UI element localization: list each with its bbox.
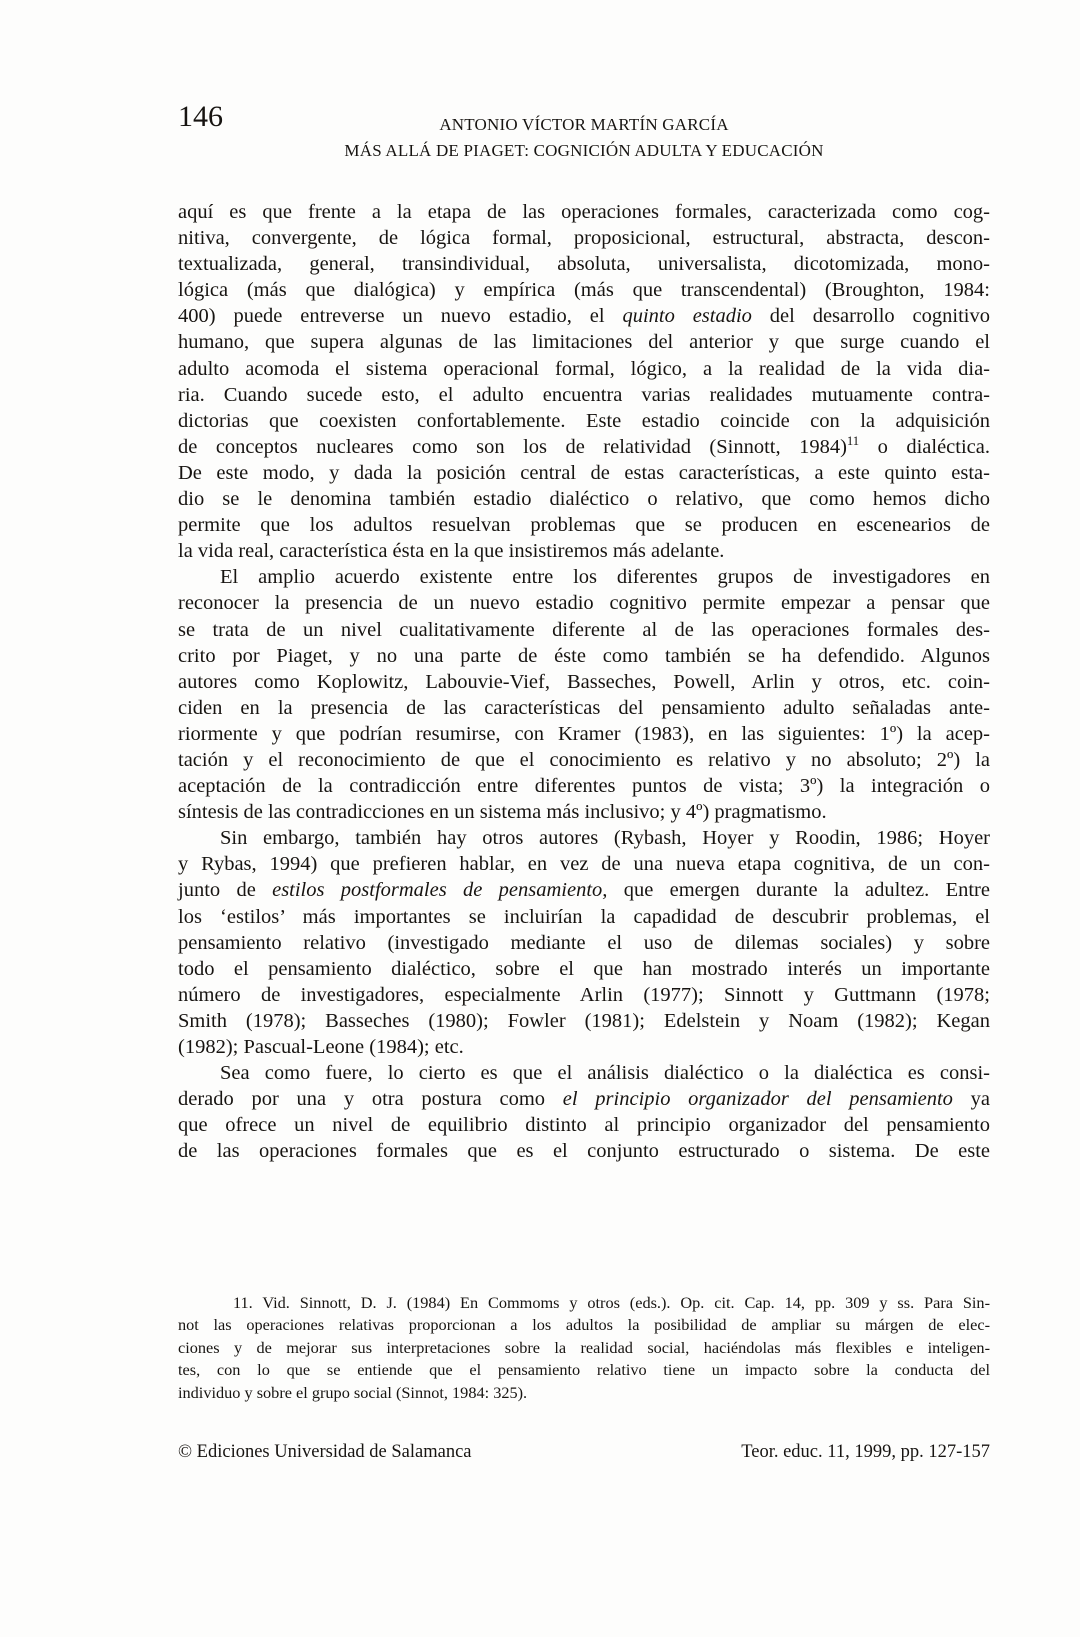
footnote [178, 1292, 990, 1404]
page-number: 146 [178, 100, 223, 133]
text-line: Smith (1978); Basseches (1980); Fowler (1981); Edelstein y Noam (1982); Kegan [178, 1009, 990, 1032]
paragraph [178, 1060, 990, 1164]
text-line: reconocer la presencia de un nuevo estadio cognitivo permite empezar a pensar que [178, 592, 990, 615]
text-line: nitiva, convergente, de lógica formal, proposicional, estructural, abstracta, descon- [178, 227, 990, 250]
text-line: aquí es que frente a la etapa de las operaciones formales, caracterizada como cog- [178, 201, 990, 223]
text-line: crito por Piaget, y no una parte de éste como también se ha defendido. Algunos [178, 644, 990, 667]
text-line: número de investigadores, especialmente Arlin (1977); Sinnott y Guttmann (1978; [178, 983, 990, 1006]
text-line: Sea como fuere, lo cierto es que el análisis dialéctico o la dialéctica es consi- [220, 1062, 990, 1085]
text-line: todo el pensamiento dialéctico, sobre el que han mostrado interés un importante [178, 957, 990, 980]
text-line: not las operaciones relativas proporcionan a los adultos la posibilidad de ampliar su márgen de elec- [178, 1315, 990, 1335]
text-line: tes, con lo que se entiende que el pensamiento relativo tiene un impacto sobre la conducta del [178, 1360, 990, 1380]
text-line: (1982); Pascual-Leone (1984); etc. [178, 1036, 464, 1058]
text-line: síntesis de las contradicciones en un sistema más inclusivo; y 4º) pragmatismo. [178, 801, 827, 824]
text-line: lógica (más que dialógica) y empírica (más que transcendental) (Broughton, 1984: [178, 279, 990, 302]
text-line: derado por una y otra postura como el principio organizador del pensamiento ya [178, 1088, 990, 1111]
paragraph [178, 825, 990, 1060]
text-line: de las operaciones formales que es el conjunto estructurado o sistema. De este [178, 1140, 990, 1163]
text-line: riormente y que podrían resumirse, con Kramer (1983), en las siguientes: 1º) la acep- [178, 722, 990, 745]
body-text [178, 199, 990, 1164]
text-line: tación y el reconocimiento de que el conocimiento es relativo y no absoluto; 2º) la [178, 748, 990, 771]
text-line: humano, que supera algunas de las limitaciones del anterior y que surge cuando el [178, 331, 990, 354]
text-line: los ‘estilos’ más importantes se incluirían la capadidad de descubrir problemas, el [178, 905, 990, 928]
copyright-line: © Ediciones Universidad de Salamanca [178, 1442, 472, 1462]
text-line: junto de estilos postformales de pensamiento, que emergen durante la adultez. Entre [178, 879, 990, 902]
text-line: de conceptos nucleares como son los de relatividad (Sinnott, 1984)$^{11}$ o dialéctica. [178, 434, 990, 458]
text-line: autores como Koplowitz, Labouvie-Vief, Basseches, Powell, Arlin y otros, etc. coin- [178, 670, 990, 693]
paragraph [178, 564, 990, 825]
text-line: individuo y sobre el grupo social (Sinnot, 1984: 325). [178, 1382, 528, 1402]
text-line: pensamiento relativo (investigado mediante el uso de dilemas sociales) y sobre [178, 931, 990, 954]
text-line: aceptación de la contradicción entre diferentes puntos de vista; 3º) la integración o [178, 775, 990, 798]
text-line: se trata de un nivel cualitativamente diferente al de las operaciones formales des- [178, 618, 990, 641]
running-head [178, 112, 990, 164]
text-line: 11. Vid. Sinnott, D. J. (1984) En Commoms y otros (eds.). Op. cit. Cap. 14, pp. 309 y ss. Para Sin- [233, 1293, 990, 1312]
text-line: adulto acomoda el sistema operacional formal, lógico, a la realidad de la vida dia- [178, 357, 990, 380]
running-head-author: ANTONIO VÍCTOR MARTÍN GARCÍA [439, 115, 729, 134]
text-line: y Rybas, 1994) que prefieren hablar, en vez de una nueva etapa cognitiva, de un con- [178, 853, 990, 876]
journal-citation: Teor. educ. 11, 1999, pp. 127-157 [741, 1442, 990, 1462]
text-line: De este modo, y dada la posición central de estas características, a este quinto esta- [178, 461, 990, 484]
text-line: ria. Cuando sucede esto, el adulto encuentra varias realidades mutuamente contra- [178, 383, 990, 406]
text-line: El amplio acuerdo existente entre los diferentes grupos de investigadores en [220, 566, 990, 589]
text-line: textualizada, general, transindividual, absoluta, universalista, dicotomizada, mono- [178, 253, 990, 276]
text-line: la vida real, característica ésta en la que insistiremos más adelante. [178, 540, 725, 563]
paragraph [178, 199, 990, 564]
paragraph [178, 1292, 990, 1404]
text-line: dio se le denomina también estadio dialéctico o relativo, que como hemos dicho [178, 488, 990, 511]
text-line: ciones y de mejorar sus interpretaciones sobre la realidad social, haciéndolas más flexibles e inteligen- [178, 1337, 990, 1357]
text-line: que ofrece un nivel de equilibrio distinto al principio organizador del pensamiento [178, 1114, 990, 1137]
text-line: dictorias que coexisten confortablemente. Este estadio coincide con la adquisición [178, 409, 990, 432]
text-line: ciden en la presencia de las características del pensamiento adulto señaladas ante- [178, 696, 990, 719]
running-head-title: MÁS ALLÁ DE PIAGET: COGNICIÓN ADULTA Y EDUCACIÓN [344, 141, 824, 160]
text-line: 400) puede entreverse un nuevo estadio, el quinto estadio del desarrollo cognitivo [178, 305, 990, 328]
text-line: permite que los adultos resuelvan problemas que se producen en escenearios de [178, 514, 990, 537]
text-line: Sin embargo, también hay otros autores (Rybash, Hoyer y Roodin, 1986; Hoyer [220, 827, 990, 850]
